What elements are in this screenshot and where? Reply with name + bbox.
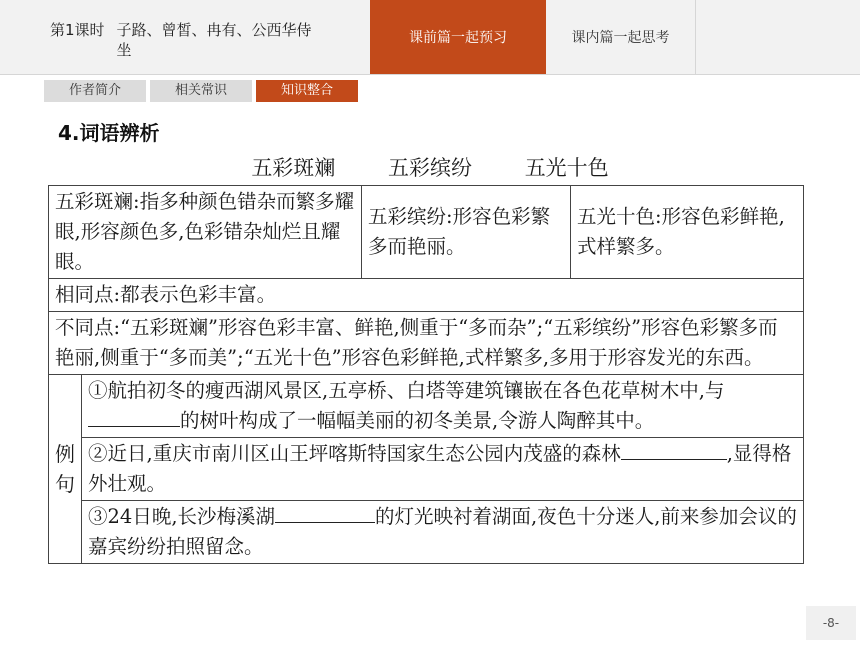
header-bar bbox=[0, 0, 860, 75]
term-2: 五彩缤纷 bbox=[388, 156, 472, 180]
blank-1 bbox=[88, 406, 180, 427]
subtab-author[interactable]: 作者简介 bbox=[44, 80, 146, 102]
example-2 bbox=[82, 438, 804, 501]
example-row bbox=[49, 375, 804, 438]
example-1-before: ①航拍初冬的瘦西湖风景区,五亭桥、白塔等建筑镶嵌在各色花草树木中,与 bbox=[88, 379, 725, 402]
term-3: 五光十色 bbox=[524, 156, 609, 180]
similarity-text: 相同点:都表示色彩丰富。 bbox=[49, 279, 804, 312]
term-1: 五彩斑斓 bbox=[251, 156, 336, 180]
page-number: -8- bbox=[806, 606, 856, 640]
example-3-after: 的灯光映衬着湖面,夜色十分迷人,前来参加会议的嘉宾纷纷拍照留念。 bbox=[88, 505, 797, 558]
subtab-bar bbox=[44, 80, 358, 102]
lesson-subject: 子路、曾皙、冉有、公西华侍坐 bbox=[116, 21, 312, 59]
header-spacer bbox=[696, 0, 860, 74]
comparison-table bbox=[48, 185, 804, 564]
example-1 bbox=[82, 375, 804, 438]
lesson-number: 第1课时 bbox=[50, 21, 105, 39]
example-label bbox=[49, 375, 82, 564]
lesson-title bbox=[50, 20, 370, 60]
example-3 bbox=[82, 501, 804, 564]
difference-row bbox=[49, 312, 804, 375]
subtab-knowledge[interactable]: 相关常识 bbox=[150, 80, 252, 102]
tab-preview[interactable]: 课前篇一起预习 bbox=[370, 0, 546, 74]
example-2-before: ②近日,重庆市南川区山王坪喀斯特国家生态公园内茂盛的森林 bbox=[88, 442, 621, 465]
definition-1: 五彩斑斓:指多种颜色错杂而繁多耀眼,形容颜色多,色彩错杂灿烂且耀眼。 bbox=[49, 186, 362, 279]
blank-3 bbox=[275, 502, 375, 523]
example-row bbox=[49, 501, 804, 564]
blank-2 bbox=[621, 439, 727, 460]
example-1-after: 的树叶构成了一幅幅美丽的初冬美景,令游人陶醉其中。 bbox=[180, 409, 655, 432]
definition-3: 五光十色:形容色彩鲜艳,式样繁多。 bbox=[571, 186, 804, 279]
example-row bbox=[49, 438, 804, 501]
example-2-after: ,显得格外壮观。 bbox=[88, 442, 792, 495]
tab-think[interactable]: 课内篇一起思考 bbox=[546, 0, 696, 74]
definition-2: 五彩缤纷:形容色彩繁多而艳丽。 bbox=[362, 186, 571, 279]
example-3-before: ③24日晚,长沙梅溪湖 bbox=[88, 505, 276, 528]
subtab-integration[interactable]: 知识整合 bbox=[256, 80, 358, 102]
difference-text: 不同点:“五彩斑斓”形容色彩丰富、鲜艳,侧重于“多而杂”;“五彩缤纷”形容色彩繁多而艳丽,侧重于“多而美”;“五光十色”形容色彩鲜艳,式样繁多,多用于形容发光的东西。 bbox=[49, 312, 804, 375]
similarity-row bbox=[49, 279, 804, 312]
definition-row bbox=[49, 186, 804, 279]
terms-line bbox=[0, 152, 860, 182]
section-heading: 4.词语辨析 bbox=[58, 121, 160, 145]
example-label-text: 例句 bbox=[55, 442, 75, 496]
